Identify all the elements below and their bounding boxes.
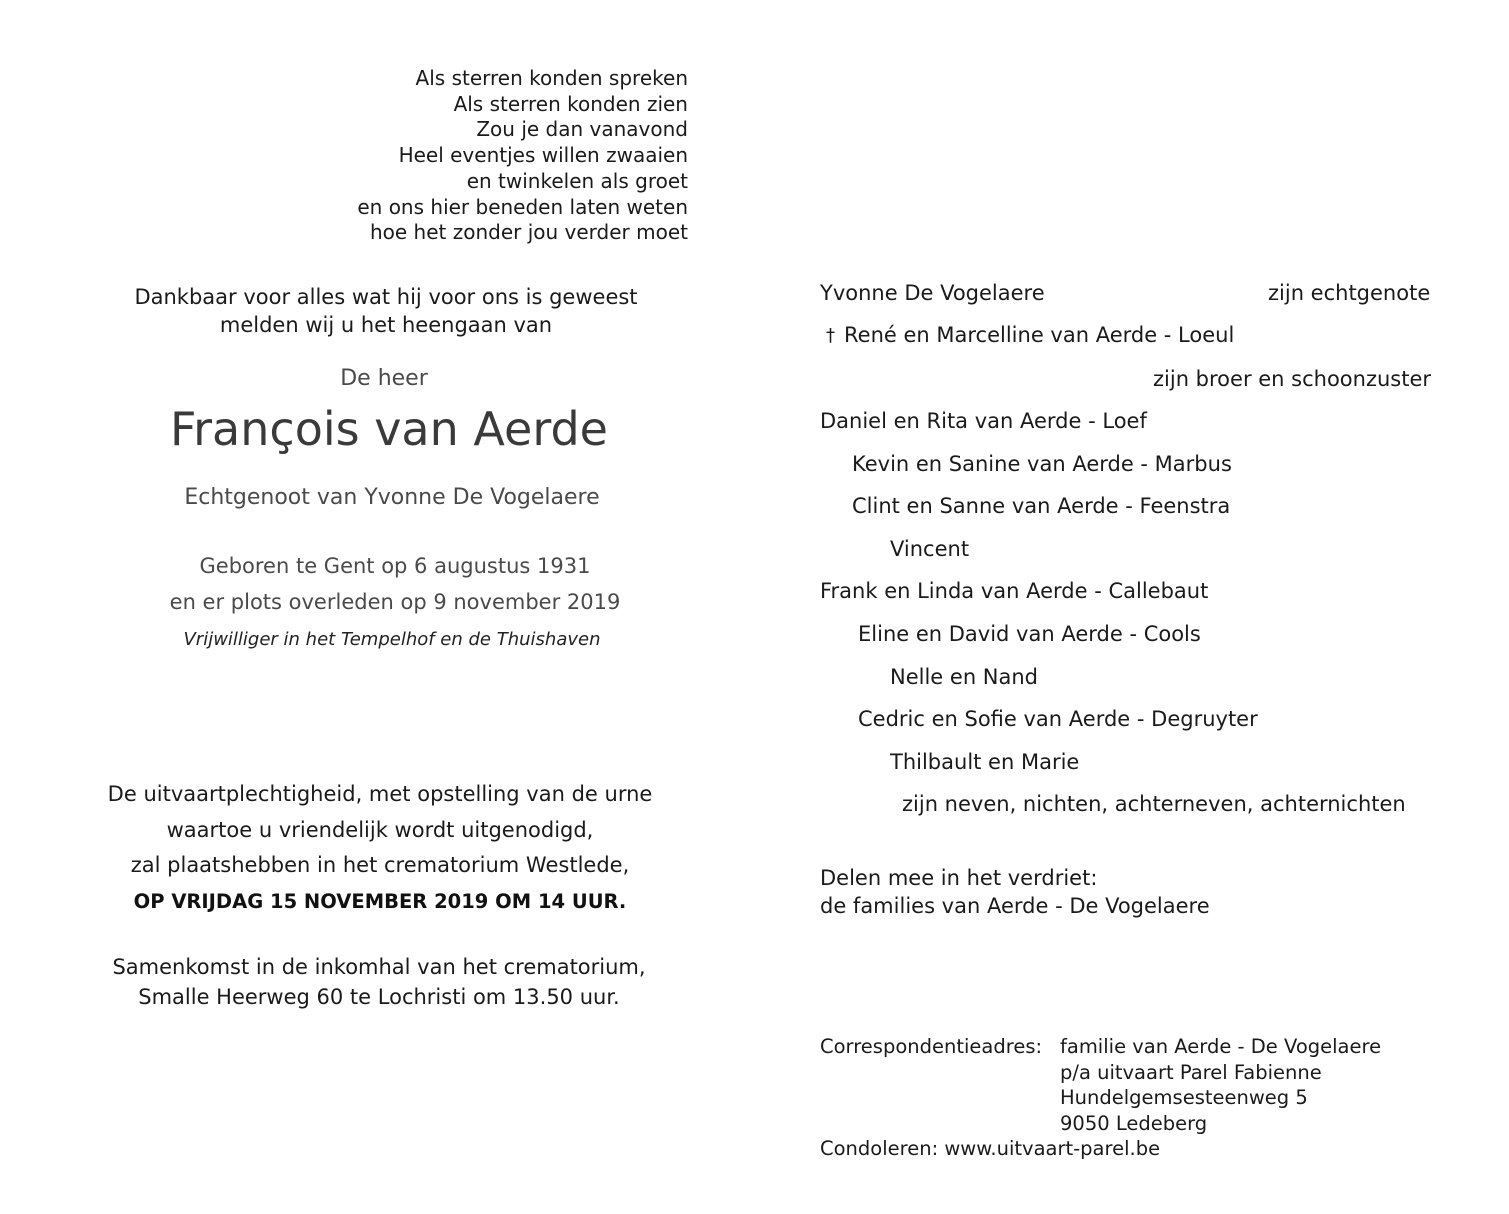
gathering bbox=[54, 952, 704, 1012]
ceremony-date: OP VRIJDAG 15 NOVEMBER 2019 OM 14 UUR. bbox=[133, 889, 627, 913]
family-member: Eline en David van Aerde - Cools bbox=[858, 622, 1201, 646]
poem-line: Als sterren konden zien bbox=[453, 91, 688, 116]
sibling-role: zijn broer en schoonzuster bbox=[1153, 367, 1432, 391]
ceremony-line: waartoe u vriendelijk wordt uitgenodigd, bbox=[166, 817, 594, 842]
spouse-line: Echtgenoot van Yvonne De Vogelaere bbox=[184, 485, 600, 510]
poem-line: hoe het zonder jou verder moet bbox=[369, 220, 688, 245]
correspondence-address bbox=[1060, 1034, 1381, 1136]
address-line: familie van Aerde - De Vogelaere bbox=[1060, 1035, 1382, 1058]
family-member: Clint en Sanne van Aerde - Feenstra bbox=[852, 494, 1231, 518]
life-dates bbox=[70, 548, 720, 620]
poem-line: en twinkelen als groet bbox=[466, 168, 688, 193]
poem-line: Heel eventjes willen zwaaien bbox=[398, 143, 688, 168]
poem bbox=[357, 66, 688, 246]
gathering-line: Smalle Heerweg 60 te Lochristi om 13.50 uur. bbox=[138, 985, 620, 1009]
address-line: p/a uitvaart Parel Fabienne bbox=[1060, 1060, 1322, 1084]
address-line: Hundelgemsesteenweg 5 bbox=[1060, 1086, 1308, 1109]
ceremony-line: zal plaatshebben in het crematorium Westlede, bbox=[130, 853, 630, 877]
spouse-role: zijn echtgenote bbox=[1268, 281, 1431, 305]
family-member: Daniel en Rita van Aerde - Loef bbox=[820, 409, 1147, 433]
family-member: Nelle en Nand bbox=[890, 665, 1039, 689]
death-line: en er plots overleden op 9 november 2019 bbox=[169, 590, 621, 614]
gathering-line: Samenkomst in de inkomhal van het crematorium, bbox=[112, 955, 646, 979]
condolences-label: Condoleren: bbox=[820, 1137, 939, 1160]
nephews-role: zijn neven, nichten, achterneven, achternichten bbox=[902, 792, 1406, 816]
family-member: Cedric en Sofie van Aerde - Degruyter bbox=[858, 707, 1258, 731]
ceremony-line: De uitvaartplechtigheid, met opstelling van de urne bbox=[107, 782, 653, 806]
poem-line: Zou je dan vanavond bbox=[476, 117, 688, 142]
share-grief bbox=[820, 864, 1210, 920]
ceremony bbox=[55, 777, 705, 919]
poem-line: en ons hier beneden laten weten bbox=[357, 194, 688, 219]
family-member: Frank en Linda van Aerde - Callebaut bbox=[820, 579, 1209, 603]
deceased-name: François van Aerde bbox=[170, 402, 608, 456]
honorific: De heer bbox=[340, 366, 428, 391]
birth-line: Geboren te Gent op 6 augustus 1931 bbox=[199, 554, 591, 578]
deceased-couple: René en Marcelline van Aerde - Loeul bbox=[844, 323, 1235, 347]
cross-icon: † bbox=[826, 325, 835, 346]
intro bbox=[61, 283, 711, 339]
family-member: Thilbault en Marie bbox=[890, 750, 1080, 774]
condolences-link[interactable]: www.uitvaart-parel.be bbox=[944, 1137, 1161, 1160]
poem-line: Als sterren konden spreken bbox=[415, 66, 688, 90]
spouse-name: Yvonne De Vogelaere bbox=[820, 281, 1045, 305]
volunteer-line: Vrijwilliger in het Tempelhof en de Thuishaven bbox=[183, 629, 601, 650]
address-line: 9050 Ledeberg bbox=[1060, 1111, 1208, 1135]
intro-line: melden wij u het heengaan van bbox=[219, 313, 553, 337]
share-grief-line: Delen mee in het verdriet: bbox=[820, 866, 1098, 890]
family-member: Vincent bbox=[890, 537, 970, 561]
family-member: Kevin en Sanine van Aerde - Marbus bbox=[852, 452, 1232, 476]
correspondence-label: Correspondentieadres: bbox=[820, 1035, 1043, 1058]
share-grief-line: de families van Aerde - De Vogelaere bbox=[820, 894, 1210, 918]
intro-line: Dankbaar voor alles wat hij voor ons is geweest bbox=[134, 285, 638, 309]
condolences bbox=[820, 1136, 1160, 1162]
